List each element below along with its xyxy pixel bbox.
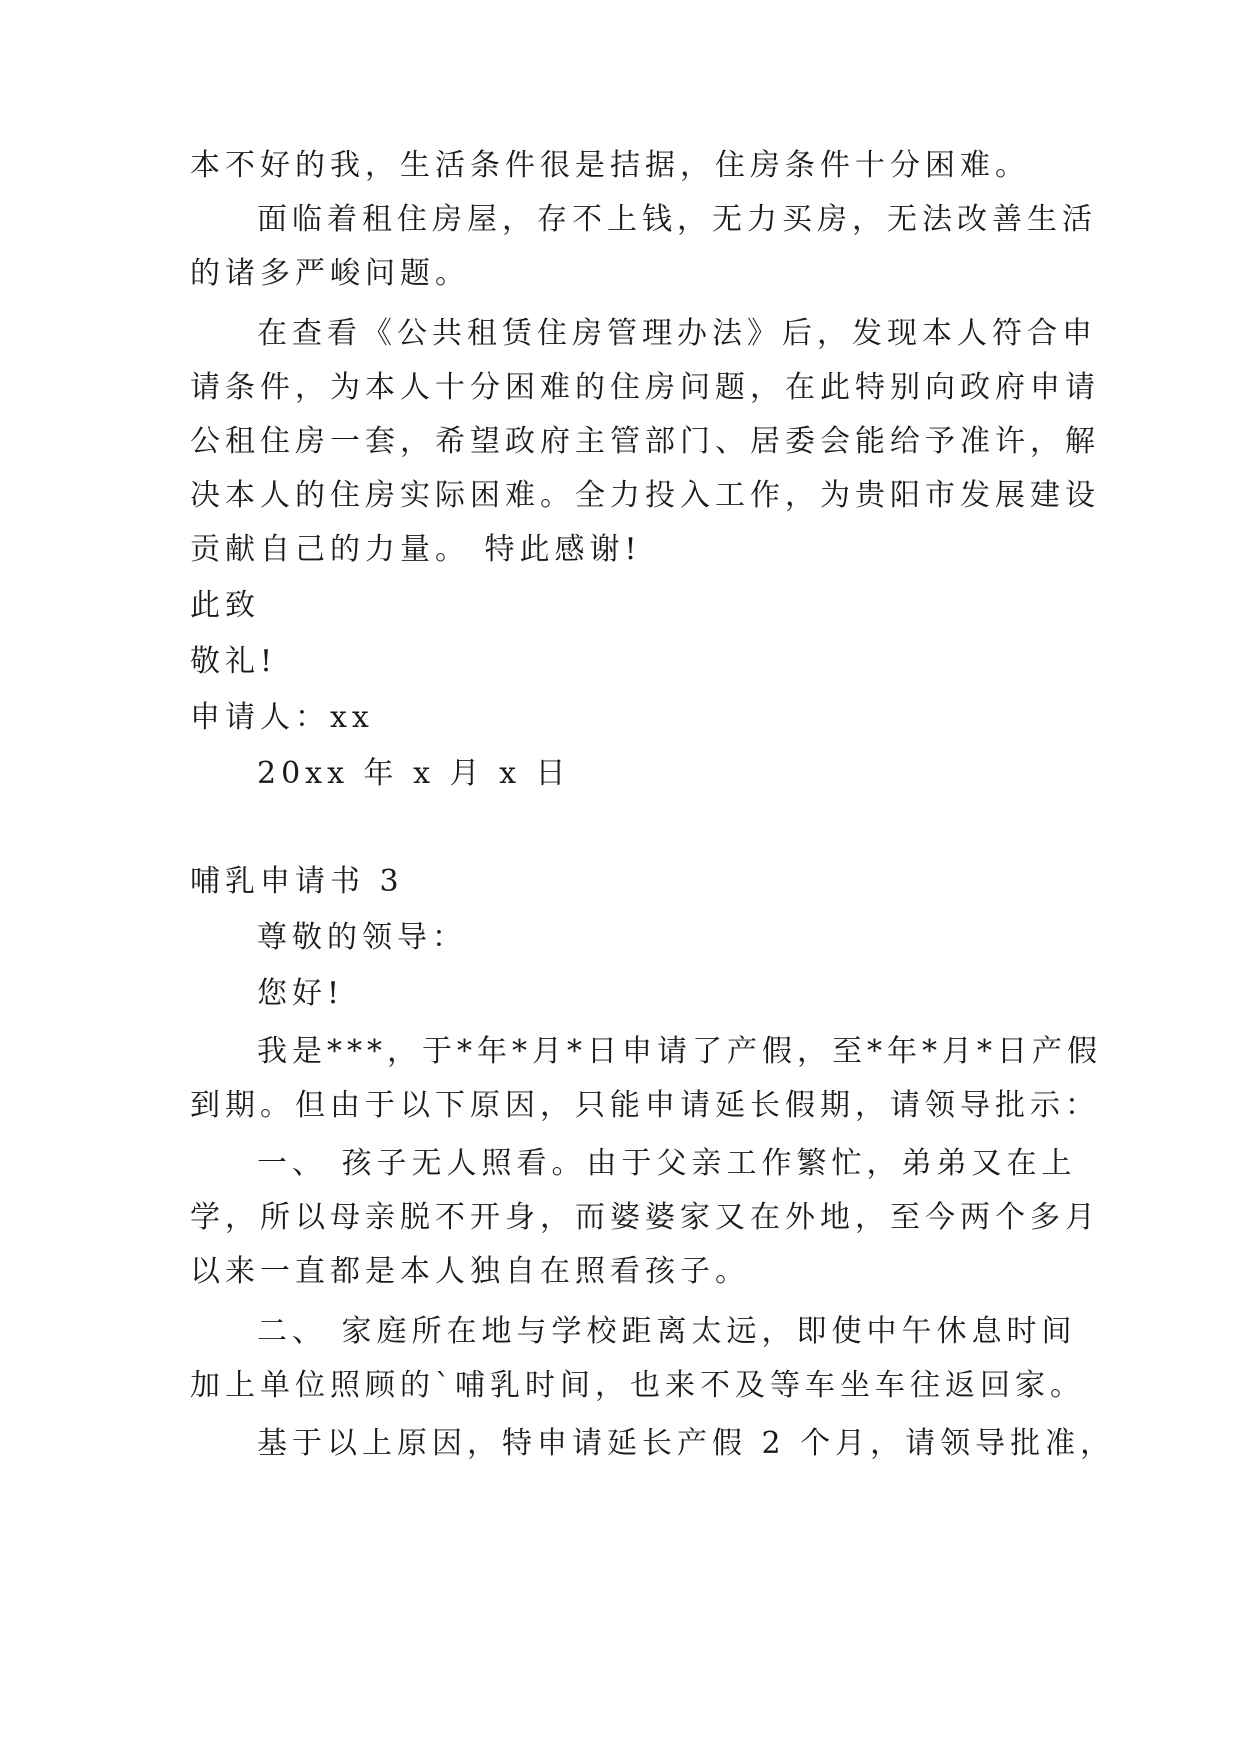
section-title: 哺乳申请书 3 [190,864,404,899]
reason-two: 二、 家庭所在地与学校距离太远，即使中午休息时间 [257,1314,1077,1349]
reason-one: 一、 孩子无人照看。由于父亲工作繁忙，弟弟又在上 [257,1146,1077,1181]
text-line: 到期。但由于以下原因，只能申请延长假期，请领导批示： [190,1088,1100,1123]
application-date: 20xx 年 x 月 x 日 [257,756,571,791]
applicant-signature: 申请人：xx [190,700,374,735]
text-line: 我是***，于*年*月*日申请了产假，至*年*月*日产假 [257,1034,1102,1069]
text-line: 加上单位照顾的`哺乳时间，也来不及等车坐车往返回家。 [190,1368,1085,1403]
text-line: 基于以上原因，特申请延长产假 2 个月，请领导批准， [257,1426,1116,1461]
greeting-recipient: 尊敬的领导： [257,920,467,955]
text-line: 的诸多严峻问题。 [190,256,470,291]
text-line: 在查看《公共租赁住房管理办法》后，发现本人符合申 [257,316,1097,351]
text-line: 以来一直都是本人独自在照看孩子。 [190,1254,750,1289]
text-line: 本不好的我，生活条件很是拮据，住房条件十分困难。 [190,148,1030,183]
text-line: 贡献自己的力量。 特此感谢! [190,532,642,567]
text-line: 请条件，为本人十分困难的住房问题，在此特别向政府申请 [190,370,1100,405]
closing-regards: 敬礼! [190,644,278,679]
text-line: 决本人的住房实际困难。全力投入工作，为贵阳市发展建设 [190,478,1100,513]
greeting-hello: 您好! [257,976,345,1011]
text-line: 公租住房一套，希望政府主管部门、居委会能给予准许，解 [190,424,1100,459]
text-line: 学，所以母亲脱不开身，而婆婆家又在外地，至今两个多月 [190,1200,1100,1235]
text-line: 面临着租住房屋，存不上钱，无力买房，无法改善生活 [257,202,1097,237]
closing-salutation: 此致 [190,588,260,623]
